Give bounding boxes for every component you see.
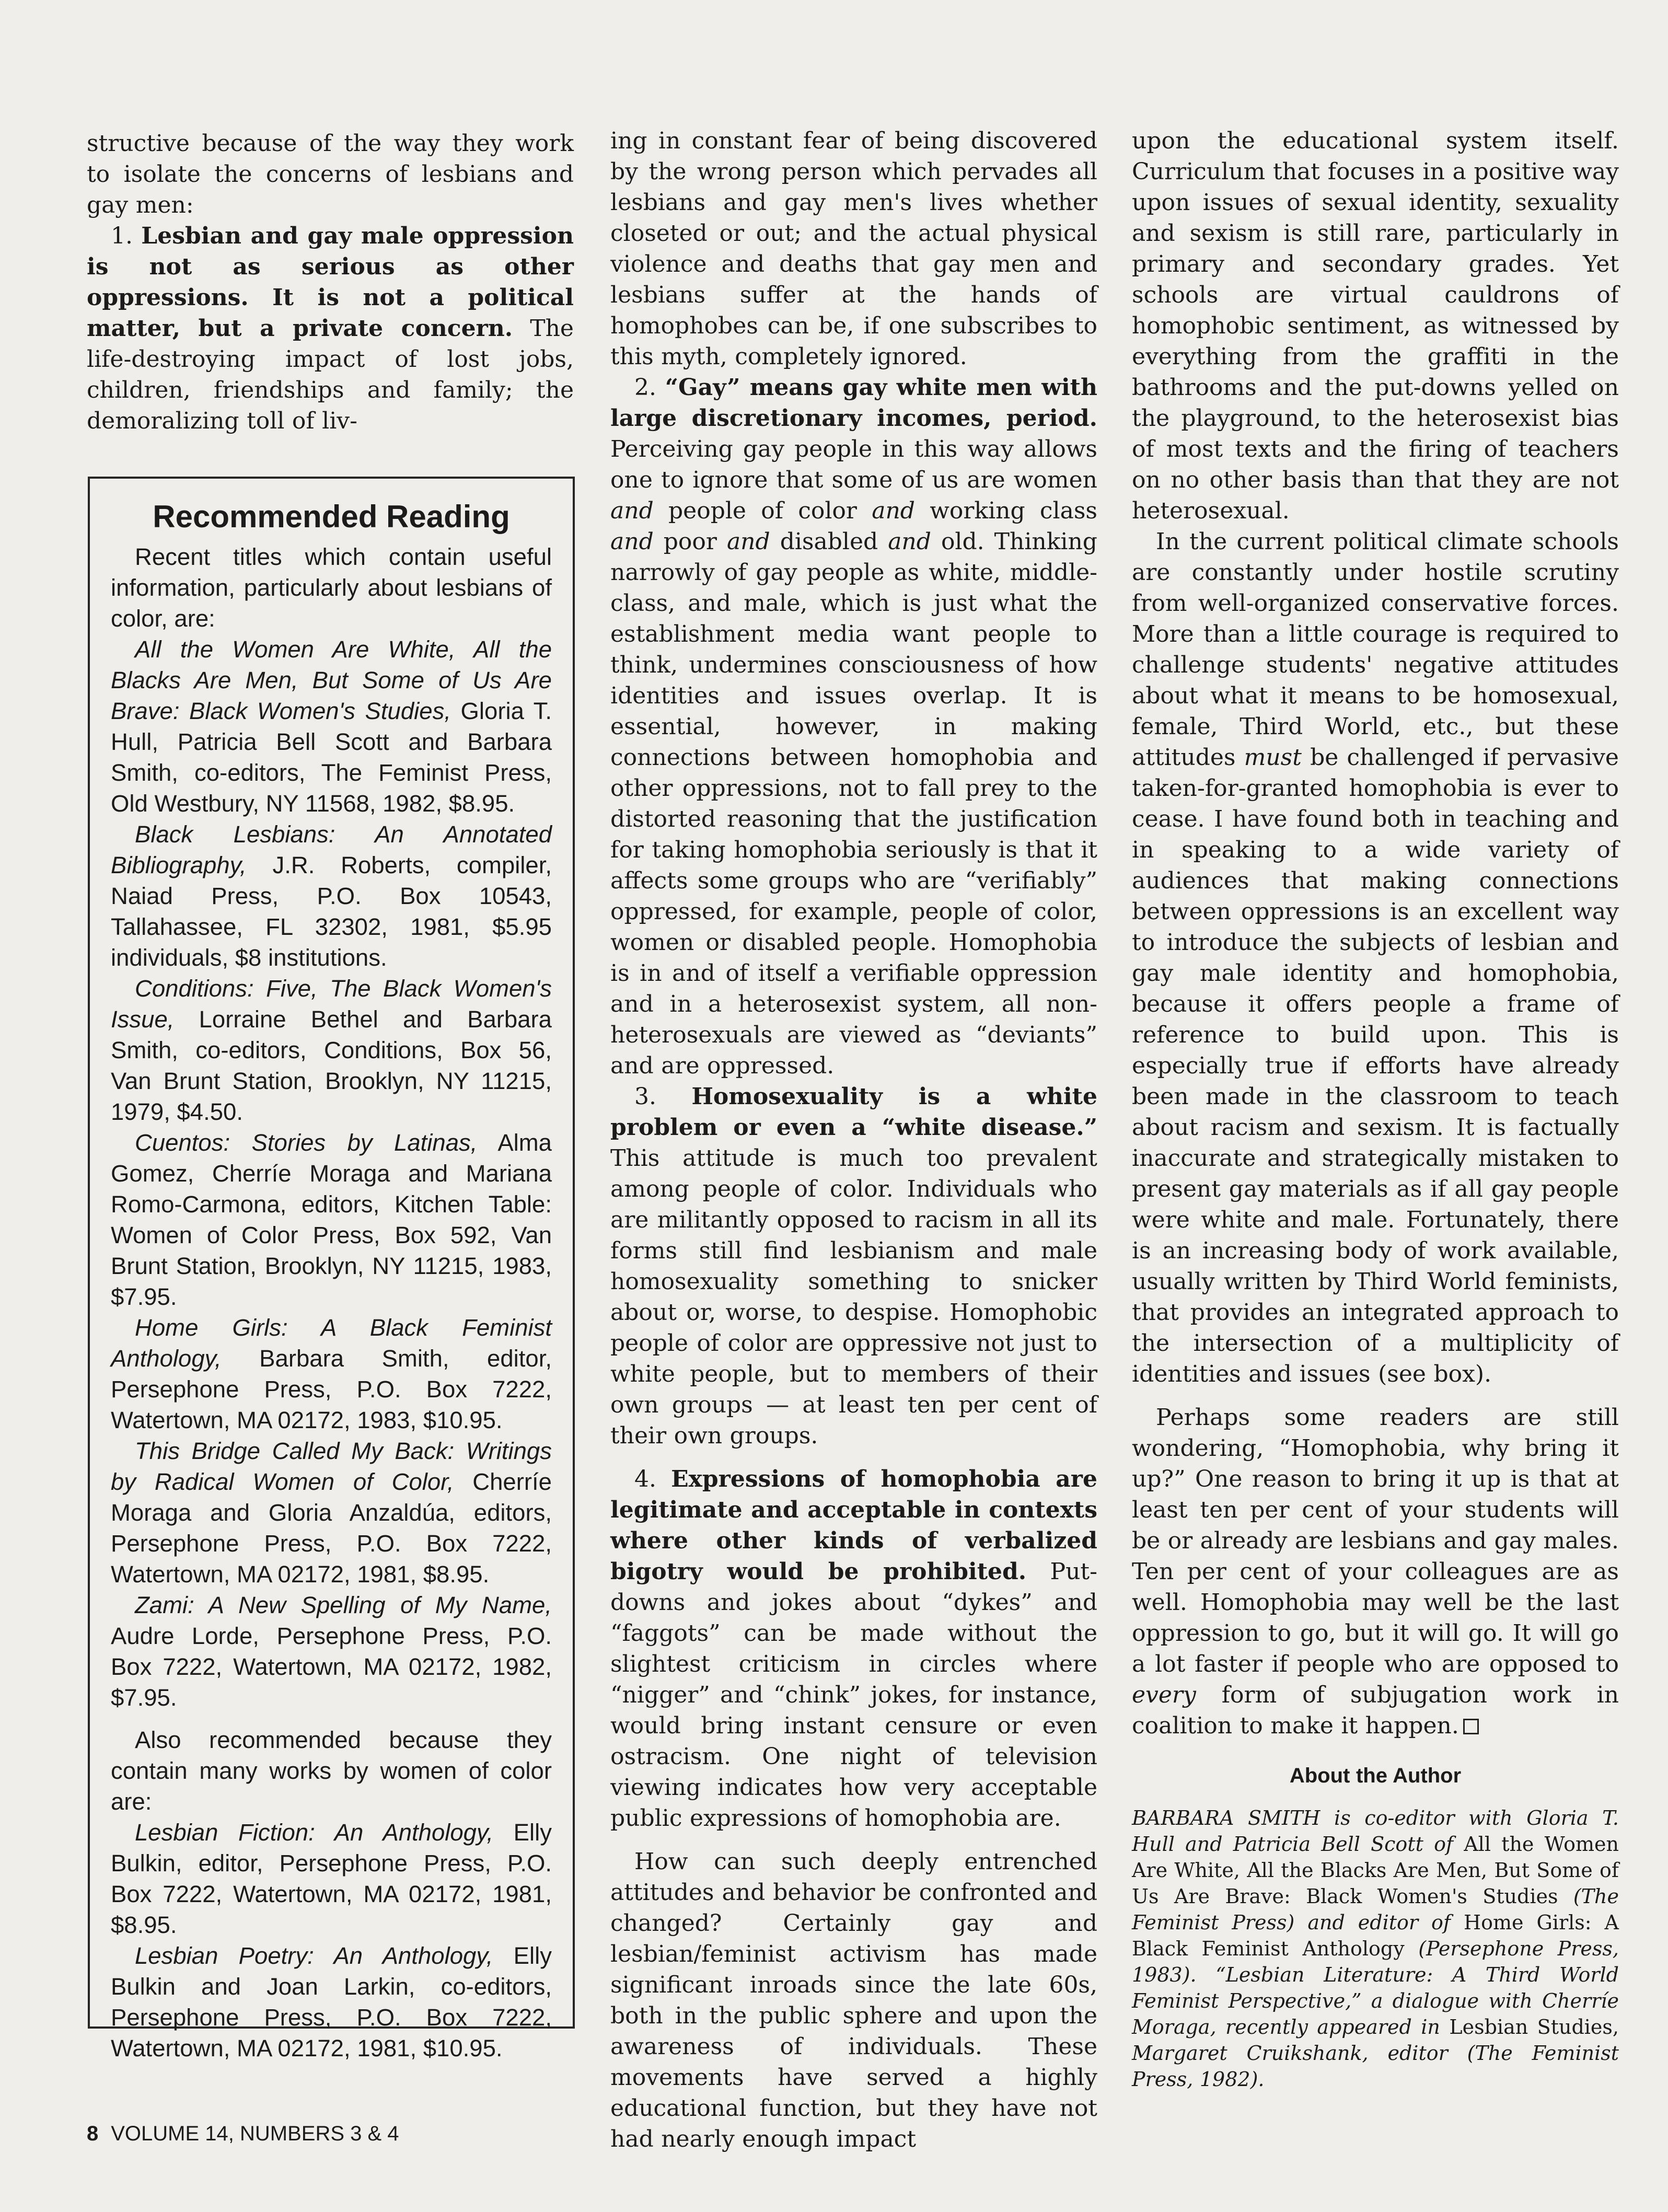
book-details: Cherríe Moraga and Gloria Anzaldúa, editors, Persephone Press, P.O. Box 7222, Watertown, MA 02172, 1981, $8.95.	[111, 1468, 552, 1588]
reading-item	[111, 1590, 552, 1713]
page-number: 8	[87, 2122, 99, 2145]
paragraph: structive because of the way they work to isolate the concerns of lesbians and gay men:	[87, 130, 574, 218]
page-footer	[87, 2121, 399, 2147]
myth-number: 1.	[111, 223, 133, 249]
myth-heading: Lesbian and gay male oppression is not as serious as other oppressions. It is not a political matter, but a private concern.	[87, 223, 574, 342]
reading-item	[111, 973, 552, 1127]
paragraph: How can such deeply entrenched attitudes and behavior be confronted and changed? Certainly gay and lesbian/feminist activism has made significant inroads since the late 60s, both in the public sphere and upon the awareness of individuals. These movements have served a highly educational function, but they have not had nearly enough impact	[610, 1848, 1097, 2152]
about-author-bio	[1132, 1805, 1619, 2092]
reading-item	[111, 634, 552, 819]
book-title: Black Lesbians: An Annotated Bibliography,	[111, 821, 552, 878]
book-details: Lorraine Bethel and Barbara Smith, co-editors, Conditions, Box 56, Van Brunt Station, Brooklyn, NY 11215, 1979, $4.50.	[111, 1006, 552, 1125]
paragraph-text: The life-destroying impact of lost jobs, children, friendships and family; the demoralizing toll of liv-	[87, 315, 574, 434]
book-title: Home Girls: A Black Feminist Anthology	[1132, 1911, 1619, 1960]
emphasis: and	[610, 497, 654, 524]
reading-item	[111, 819, 552, 973]
emphasis: and	[888, 528, 931, 555]
reading-item	[111, 1435, 552, 1590]
left-column	[87, 128, 574, 436]
book-title: Cuentos: Stories by Latinas,	[135, 1129, 478, 1156]
book-details: Elly Bulkin and Joan Larkin, co-editors, Persephone Press, P.O. Box 7222, Watertown, MA 02172, 1981, $10.95.	[111, 1942, 552, 2062]
myth-number: 2.	[634, 374, 656, 401]
book-title: Lesbian Poetry: An Anthology,	[135, 1942, 493, 1969]
emphasis: must	[1244, 744, 1302, 771]
reading-item	[111, 1127, 552, 1312]
paragraph-text: Perhaps some readers are still wondering, “Homophobia, why bring it up?” One reason to bring it up is that at least ten per cent of your students will be or already are lesbians and gay males. Ten per cent of your colleagues are as well. Homophobia may well be the last oppression to go, but it will go. It will go a lot faster if people who are opposed to	[1132, 1404, 1619, 1677]
book-title: All the Women Are White, All the Blacks Are Men, But Some of Us Are Brave: Black Women's Studies,	[111, 636, 552, 724]
emphasis: and	[610, 528, 654, 555]
book-details: J.R. Roberts, compiler, Naiad Press, P.O. Box 10543, Tallahassee, FL 32302, 1981, $5.95 individuals, $8 institutions.	[111, 852, 552, 971]
myth-3	[610, 1081, 1097, 1451]
myth-4	[610, 1464, 1097, 1834]
reading-item	[111, 1312, 552, 1435]
paragraph-text: poor	[663, 528, 717, 555]
paragraph-text: This attitude is much too prevalent among people of color. Individuals who are militantly opposed to racism in all its forms still find lesbianism and male homosexuality something to snicker about or, worse, to despise. Homophobic people of color are oppressive not just to white people, but to members of their own groups — at least ten per cent of their own groups.	[610, 1145, 1097, 1449]
box-also-intro: Also recommended because they contain many works by women of color are:	[111, 1727, 552, 1815]
volume-label: VOLUME 14, NUMBERS 3 & 4	[111, 2122, 399, 2145]
right-column	[1132, 125, 1619, 2092]
box-intro: Recent titles which contain useful information, particularly about lesbians of color, are:	[111, 543, 552, 632]
book-title: Lesbian Studies,	[1449, 2016, 1619, 2039]
bio-text: (Persephone Press, 1983). “Lesbian Literature: A Third World Feminist Perspective,” a dialogue with Cherríe Moraga, recently appeared in	[1132, 1937, 1619, 2039]
bio-text: Margaret Cruikshank, editor (The Feminist Press, 1982).	[1132, 2042, 1619, 2091]
emphasis: every	[1132, 1682, 1196, 1708]
reading-item	[111, 1940, 552, 2064]
middle-column	[610, 125, 1097, 2155]
box-title: Recommended Reading	[153, 499, 510, 534]
paragraph-text: In the current political climate schools are constantly under hostile scrutiny from well-organized conservative forces. More than a little courage is required to challenge students' negative attitudes about what it means to be homosexual, female, Third World, etc., but these attitudes	[1132, 528, 1619, 771]
book-title: All the Women Are White, All the Blacks Are Men, But Some of Us Are Brave: Black Women's Studies	[1132, 1833, 1619, 1908]
bio-text: (The Feminist Press) and editor of	[1132, 1885, 1619, 1934]
book-title: Conditions: Five, The Black Women's Issue,	[111, 975, 552, 1033]
emphasis: and	[726, 528, 770, 555]
book-details: Elly Bulkin, editor, Persephone Press, P.O. Box 7222, Watertown, MA 02172, 1981, $8.95.	[111, 1819, 552, 1938]
myth-number: 4.	[634, 1466, 656, 1492]
emphasis: and	[872, 497, 915, 524]
paragraph: ing in constant fear of being discovered by the wrong person which pervades all lesbians and gay men's lives whether closeted or out; and the actual physical violence and deaths that gay men and lesbians suffer at the hands of homophobes can be, if one subscribes to this myth, completely ignored.	[610, 128, 1097, 370]
paragraph-text: form of subjugation work in coalition to make it happen.	[1132, 1682, 1619, 1739]
book-details: Audre Lorde, Persephone Press, P.O. Box 7222, Watertown, MA 02172, 1982, $7.95.	[111, 1623, 552, 1711]
book-title: Lesbian Fiction: An Anthology,	[135, 1819, 493, 1846]
recommended-reading-box	[88, 477, 575, 2062]
book-title: Home Girls: A Black Feminist Anthology,	[111, 1314, 552, 1372]
myth-2	[610, 372, 1097, 1081]
myth-heading: “Gay” means gay white men with large discretionary incomes, period.	[610, 374, 1097, 432]
reading-item	[111, 1817, 552, 1940]
paragraph-text: old. Thinking narrowly of gay people as white, middle-class, and male, which is just what the establishment media want people to think, undermines consciousness of how identities and issues overlap. It is essential, however, in making connections between homophobia and other oppressions, not to fall prey to the distorted reasoning that the justification for taking homophobia seriously is that it affects some groups who are “verifiably” oppressed, for example, people of color, women or disabled people. Homophobia is in and of itself a verifiable oppression and in a heterosexist system, all non-heterosexuals are viewed as “deviants” and are oppressed.	[610, 528, 1097, 1079]
book-title: Zami: A New Spelling of My Name,	[135, 1592, 552, 1618]
paragraph: upon the educational system itself. Curriculum that focuses in a positive way upon issues of sexual identity, sexuality and sexism is still rare, particularly in primary and secondary grades. Yet schools are virtual cauldrons of homophobic sentiment, as witnessed by everything from the graffiti in the bathrooms and the put-downs yelled on the playground, to the heterosexist bias of most texts and the firing of teachers on no other basis than that they are not heterosexual.	[1132, 128, 1619, 524]
paragraph-text: people of color	[668, 497, 857, 524]
myth-heading: Expressions of homophobia are legitimate and acceptable in contexts where other kinds of verbalized bigotry would be prohibited.	[610, 1466, 1097, 1585]
end-mark-icon	[1463, 1719, 1479, 1734]
myth-1	[87, 221, 574, 436]
myth-number: 3.	[634, 1083, 656, 1110]
myth-heading: Homosexuality is a white problem or even a “white disease.”	[610, 1083, 1097, 1141]
about-author-heading: About the Author	[1289, 1764, 1462, 1787]
paragraph	[1132, 526, 1619, 1389]
book-details: Barbara Smith, editor, Persephone Press, P.O. Box 7222, Watertown, MA 02172, 1983, $10.95.	[111, 1345, 552, 1433]
book-details: Alma Gomez, Cherríe Moraga and Mariana Romo-Carmona, editors, Kitchen Table: Women of Color Press, Box 592, Van Brunt Station, Brooklyn, NY 11215, 1983, $7.95.	[111, 1129, 552, 1310]
paragraph-text: disabled	[780, 528, 878, 555]
paragraph	[1132, 1402, 1619, 1741]
paragraph-text: be challenged if pervasive taken-for-granted homophobia is ever to cease. I have found both in teaching and in speaking to a wide variety of audiences that making connections between oppressions is an excellent way to introduce the subjects of lesbian and gay male identity and homophobia, because it offers people a frame of reference to build upon. This is especially true if efforts have already been made in the classroom to teach about racism and sexism. It is factually inaccurate and strategically mistaken to present gay materials as if all gay people were white and male. Fortunately, there is an increasing body of work available, usually written by Third World feminists, that provides an integrated approach to the intersection of a multiplicity of identities and issues (see box).	[1132, 744, 1619, 1387]
book-details: Gloria T. Hull, Patricia Bell Scott and Barbara Smith, co-editors, The Feminist Press, Old Westbury, NY 11568, 1982, $8.95.	[111, 698, 552, 817]
paragraph-text: Put-downs and jokes about “dykes” and “faggots” can be made without the slightest criticism in circles where “nigger” and “chink” jokes, for instance, would bring instant censure or even ostracism. One night of television viewing indicates how very acceptable public expressions of homophobia are.	[610, 1558, 1097, 1832]
bio-text: BARBARA SMITH is co-editor with Gloria T. Hull and Patricia Bell Scott of	[1132, 1806, 1619, 1856]
paragraph-text: Perceiving gay people in this way allows one to ignore that some of us are women	[610, 436, 1097, 493]
paragraph-text: working class	[930, 497, 1097, 524]
book-title: This Bridge Called My Back: Writings by Radical Women of Color,	[111, 1438, 552, 1495]
